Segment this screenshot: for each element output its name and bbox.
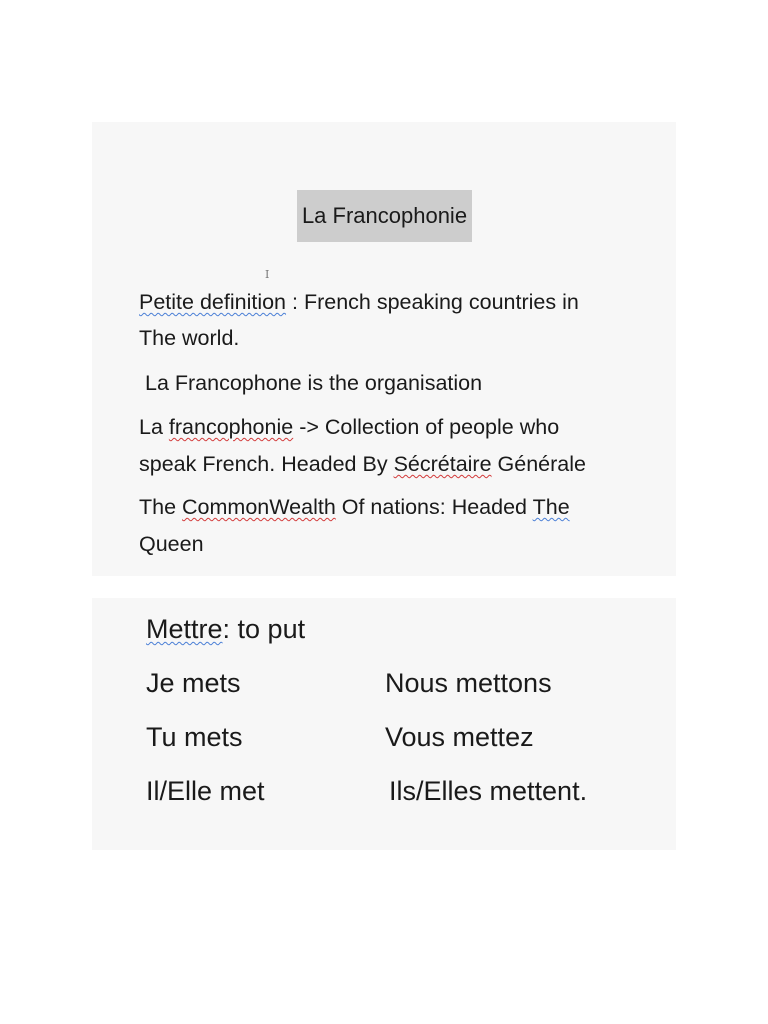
definition-label: Petite definition bbox=[139, 290, 287, 314]
conj-tu: Tu mets bbox=[146, 722, 243, 752]
francophonie-line-2 bbox=[139, 452, 586, 477]
verb-infinitive: Mettre bbox=[146, 614, 223, 644]
francophonie-lead: La bbox=[139, 415, 169, 439]
secretaire-word: Sécrétaire bbox=[393, 452, 492, 476]
commonwealth-line-1 bbox=[139, 495, 570, 520]
conjugation-panel bbox=[92, 598, 676, 850]
francophonie-definition: -> Collection of people who bbox=[293, 415, 560, 439]
definition-separator: : bbox=[286, 290, 304, 314]
commonwealth-lead: The bbox=[139, 495, 183, 519]
conj-il-elle: Il/Elle met bbox=[146, 776, 265, 806]
definition-line-2: The world. bbox=[139, 326, 240, 350]
conj-vous: Vous mettez bbox=[385, 722, 534, 752]
generale-word: Générale bbox=[491, 452, 586, 476]
text-cursor-icon: I bbox=[265, 268, 270, 281]
commonwealth-line-2: Queen bbox=[139, 532, 204, 556]
definition-line-1 bbox=[139, 290, 579, 315]
conj-nous: Nous mettons bbox=[385, 668, 552, 698]
notes-panel bbox=[92, 122, 676, 576]
commonwealth-text: Of nations: Headed bbox=[335, 495, 533, 519]
francophonie-line-1 bbox=[139, 415, 559, 440]
francophonie-headed: speak French. Headed By bbox=[139, 452, 394, 476]
definition-text: French speaking countries in bbox=[303, 290, 579, 314]
verb-heading bbox=[146, 614, 305, 645]
verb-meaning: : to put bbox=[222, 614, 306, 644]
organisation-line: La Francophone is the organisation bbox=[145, 371, 483, 395]
conj-je: Je mets bbox=[146, 668, 241, 698]
page-title: La Francophonie bbox=[297, 190, 472, 242]
conj-ils-elles: Ils/Elles mettent. bbox=[389, 776, 588, 806]
the-word: The bbox=[532, 495, 570, 519]
commonwealth-word: CommonWealth bbox=[182, 495, 336, 519]
francophonie-word: francophonie bbox=[168, 415, 294, 439]
